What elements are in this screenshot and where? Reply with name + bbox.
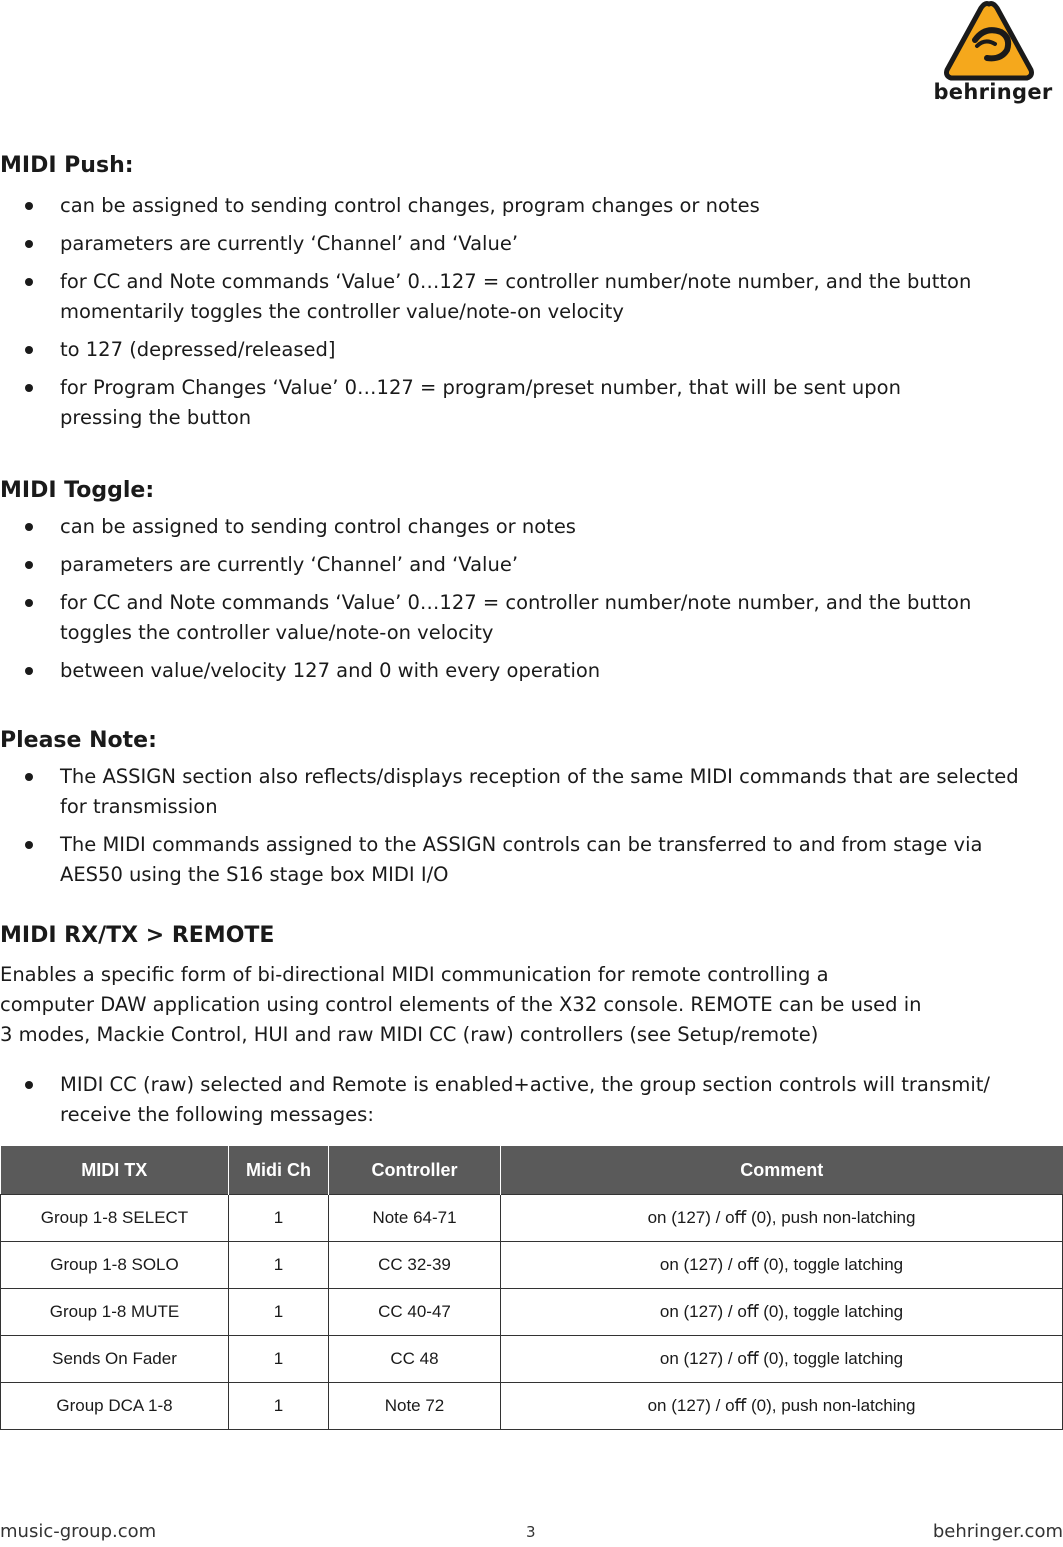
column-header-comment: Comment [501, 1146, 1063, 1195]
bullet-icon [25, 384, 33, 392]
list-item [0, 373, 1063, 433]
list-item-text: for transmission [60, 795, 218, 818]
table-header-row [1, 1146, 1063, 1195]
list-item-text: The MIDI commands assigned to the ASSIGN controls can be transferred to and from stage via [60, 833, 983, 856]
comment-cell: on (127) / oﬀ (0), toggle latching [501, 1289, 1063, 1336]
page-number: 3 [526, 1523, 536, 1541]
list-item-text: between value/velocity 127 and 0 with every operation [60, 659, 601, 682]
midi-ch-cell: 1 [229, 1336, 329, 1383]
comment-cell: on (127) / oﬀ (0), toggle latching [501, 1336, 1063, 1383]
list-item-text: MIDI CC (raw) selected and Remote is enabled+active, the group section controls will transmit/ [60, 1073, 990, 1096]
list-item-text: The ASSIGN section also reﬂects/displays reception of the same MIDI commands that are selected [60, 765, 1019, 788]
midi-tx-cell: Group 1-8 SOLO [1, 1242, 229, 1289]
list-item-text: receive the following messages: [60, 1103, 374, 1126]
list-item [0, 762, 1063, 822]
comment-cell: on (127) / oﬀ (0), toggle latching [501, 1242, 1063, 1289]
behringer-triangle-logo-icon [915, 0, 1063, 84]
list-item [0, 267, 1063, 327]
list-item [0, 191, 1063, 221]
list-item-text: for CC and Note commands ‘Value’ 0…127 = controller number/note number, and the button [60, 591, 972, 614]
remote-description-line: 3 modes, Mackie Control, HUI and raw MIDI CC (raw) controllers (see Setup/remote) [0, 1023, 819, 1046]
midi-push-list [0, 191, 1063, 441]
controller-cell: CC 32-39 [329, 1242, 501, 1289]
list-item [0, 1070, 1063, 1130]
footer-right-url: behringer.com [932, 1521, 1063, 1542]
bullet-icon [25, 202, 33, 210]
controller-cell: CC 48 [329, 1336, 501, 1383]
table-row [1, 1289, 1063, 1336]
bullet-icon [25, 240, 33, 248]
list-item-text: for CC and Note commands ‘Value’ 0…127 = controller number/note number, and the button [60, 270, 972, 293]
comment-cell: on (127) / oﬀ (0), push non-latching [501, 1195, 1063, 1242]
brand-logo [915, 0, 1063, 112]
midi-tx-cell: Group 1-8 MUTE [1, 1289, 229, 1336]
bullet-icon [25, 599, 33, 607]
list-item [0, 229, 1063, 259]
list-item [0, 588, 1063, 648]
midi-ch-cell: 1 [229, 1195, 329, 1242]
bullet-icon [25, 561, 33, 569]
list-item [0, 656, 1063, 686]
remote-list [0, 1070, 1063, 1138]
midi-tx-cell: Sends On Fader [1, 1336, 229, 1383]
midi-tx-cell: Group DCA 1-8 [1, 1383, 229, 1430]
list-item-text: parameters are currently ‘Channel’ and ‘Value’ [60, 553, 519, 576]
controller-cell: Note 64-71 [329, 1195, 501, 1242]
controller-cell: Note 72 [329, 1383, 501, 1430]
table-row [1, 1336, 1063, 1383]
table-row [1, 1195, 1063, 1242]
list-item-text: momentarily toggles the controller value/note-on velocity [60, 300, 624, 323]
table-row [1, 1242, 1063, 1289]
footer-left-url: music-group.com [0, 1521, 157, 1542]
column-header-midi-tx: MIDI TX [1, 1146, 229, 1195]
list-item-text: to 127 (depressed/released] [60, 338, 336, 361]
list-item-text: toggles the controller value/note-on velocity [60, 621, 494, 644]
list-item-text: parameters are currently ‘Channel’ and ‘Value’ [60, 232, 519, 255]
remote-description-line: Enables a speciﬁc form of bi-directional MIDI communication for remote controlling a [0, 963, 829, 986]
remote-description-line: computer DAW application using control elements of the X32 console. REMOTE can be used in [0, 993, 922, 1016]
please-note-list [0, 762, 1063, 898]
midi-ch-cell: 1 [229, 1289, 329, 1336]
column-header-controller: Controller [329, 1146, 501, 1195]
list-item-text: can be assigned to sending control changes or notes [60, 515, 576, 538]
remote-description [0, 960, 1000, 1050]
section-title-midi-push: MIDI Push: [0, 153, 134, 178]
midi-tx-cell: Group 1-8 SELECT [1, 1195, 229, 1242]
list-item-text: for Program Changes ‘Value’ 0…127 = program/preset number, that will be sent upon [60, 376, 901, 399]
bullet-icon [25, 278, 33, 286]
bullet-icon [25, 773, 33, 781]
midi-toggle-list [0, 512, 1063, 694]
controller-cell: CC 40-47 [329, 1289, 501, 1336]
midi-ch-cell: 1 [229, 1242, 329, 1289]
list-item [0, 335, 1063, 365]
list-item-text: can be assigned to sending control changes, program changes or notes [60, 194, 760, 217]
bullet-icon [25, 1081, 33, 1089]
column-header-midi-ch: Midi Ch [229, 1146, 329, 1195]
list-item-text: AES50 using the S16 stage box MIDI I/O [60, 863, 449, 886]
list-item [0, 550, 1063, 580]
bullet-icon [25, 346, 33, 354]
brand-name: behringer [933, 80, 1053, 104]
section-title-please-note: Please Note: [0, 728, 157, 753]
bullet-icon [25, 667, 33, 675]
table-row [1, 1383, 1063, 1430]
comment-cell: on (127) / oﬀ (0), push non-latching [501, 1383, 1063, 1430]
list-item [0, 830, 1063, 890]
bullet-icon [25, 523, 33, 531]
section-title-remote: MIDI RX/TX > REMOTE [0, 923, 275, 948]
list-item [0, 512, 1063, 542]
bullet-icon [25, 841, 33, 849]
list-item-text: pressing the button [60, 406, 252, 429]
midi-ch-cell: 1 [229, 1383, 329, 1430]
midi-messages-table [0, 1146, 1063, 1430]
section-title-midi-toggle: MIDI Toggle: [0, 478, 155, 503]
